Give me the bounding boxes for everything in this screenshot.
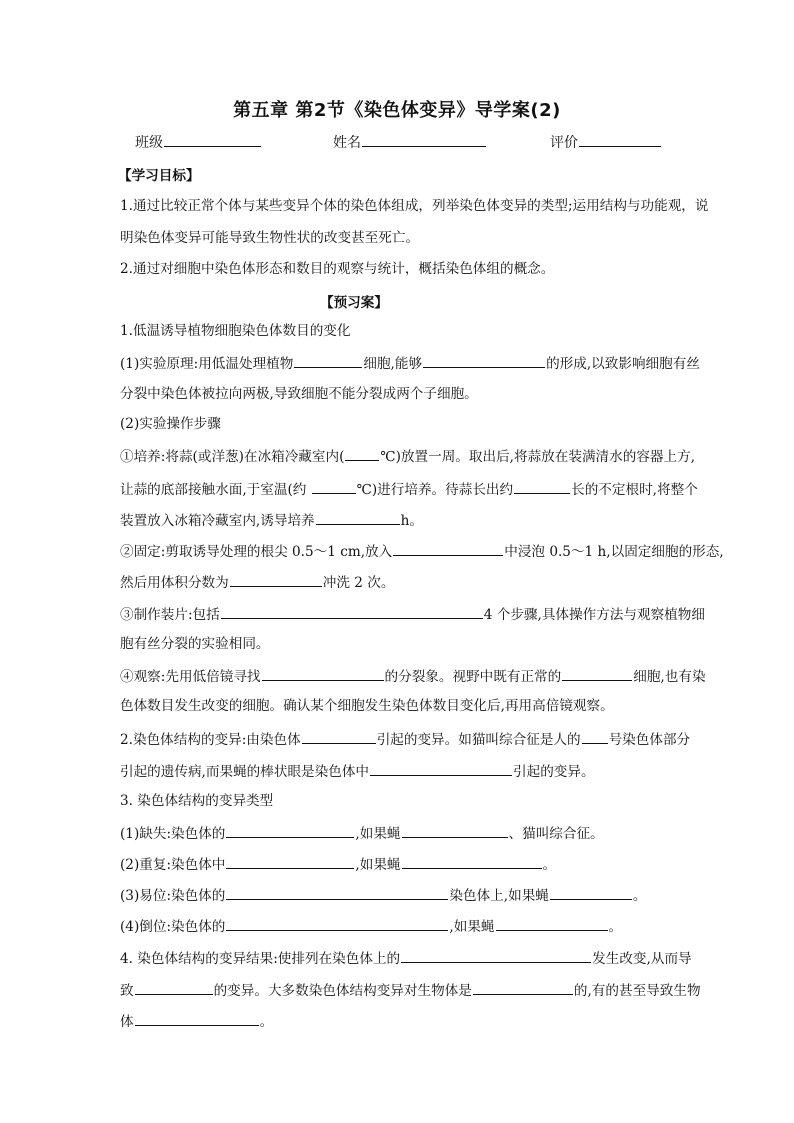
deletion-line: (1)缺失:染色体的 ,如果蝇 、猫叫综合征。 <box>120 822 604 844</box>
fill-blank[interactable] <box>221 603 483 619</box>
fill-blank[interactable] <box>345 445 379 461</box>
slide-line-2: 胞有丝分裂的实验相同。 <box>120 636 270 652</box>
preview-header: 【预习案】 <box>320 295 388 311</box>
fill-blank[interactable] <box>496 915 608 931</box>
goal-line-3: 2.通过对细胞中染色体形态和数目的观察与统计，概括染色体组的概念。 <box>120 261 555 277</box>
fixation-line-1: ②固定:剪取诱导处理的根尖 0.5～1 cm,放入 中浸泡 0.5～1 h,以固定细胞的形态, <box>120 540 724 562</box>
result-line-2: 致 的变异。大多数染色体结构变异对生物体是 的,有的甚至导致生物 <box>120 979 701 1001</box>
fill-blank[interactable] <box>226 884 448 900</box>
result-line-3: 体 。 <box>120 1010 273 1032</box>
culture-line-3: 装置放入冰箱冷藏室内,诱导培养 h。 <box>120 509 423 531</box>
class-field <box>135 131 262 152</box>
class-blank[interactable] <box>164 131 261 147</box>
fill-blank[interactable] <box>550 884 632 900</box>
preview-q1: 1.低温诱导植物细胞染色体数目的变化 <box>120 323 351 339</box>
fill-blank[interactable] <box>294 352 362 368</box>
fill-blank[interactable] <box>423 352 545 368</box>
translocation-line: (3)易位:染色体的 染色体上,如果蝇 。 <box>120 884 646 906</box>
fill-blank[interactable] <box>226 915 448 931</box>
fill-blank[interactable] <box>226 853 354 869</box>
fill-blank[interactable] <box>402 853 542 869</box>
fill-blank[interactable] <box>316 509 400 525</box>
fixation-line-2: 然后用体积分数为 冲洗 2 次。 <box>120 571 394 593</box>
observe-line-1: ④观察:先用低倍镜寻找 的分裂象。视野中既有正常的 细胞,也有染 <box>120 665 706 687</box>
steps-header: (2)实验操作步骤 <box>120 416 221 432</box>
fill-blank[interactable] <box>370 760 512 776</box>
fill-blank[interactable] <box>562 665 632 681</box>
fill-blank[interactable] <box>582 728 608 744</box>
structure-line-2: 引起的遗传病,而果蝇的棒状眼是染色体中 引起的变异。 <box>120 760 595 782</box>
grade-blank[interactable] <box>579 131 661 147</box>
duplication-line: (2)重复:染色体中 ,如果蝇 。 <box>120 853 556 875</box>
fill-blank[interactable] <box>135 979 213 995</box>
fill-blank[interactable] <box>514 478 570 494</box>
class-label: 班级 <box>135 135 163 151</box>
fill-blank[interactable] <box>262 665 384 681</box>
fill-blank[interactable] <box>302 728 376 744</box>
observe-line-2: 色体数目发生改变的细胞。确认某个细胞发生染色体数目变化后,再用高倍镜观察。 <box>120 698 614 714</box>
structure-line-1: 2.染色体结构的变异:由染色体 引起的变异。如猫叫综合征是人的 号染色体部分 <box>120 728 690 750</box>
page-title: 第五章 第2节《染色体变异》导学案(2) <box>233 100 561 121</box>
inversion-line: (4)倒位:染色体的 ,如果蝇 。 <box>120 915 622 937</box>
principle-line-2: 分裂中染色体被拉向两极,导致细胞不能分裂成两个子细胞。 <box>120 386 478 402</box>
fill-blank[interactable] <box>226 822 354 838</box>
name-label: 姓名 <box>333 135 361 151</box>
grade-label: 评价 <box>550 135 578 151</box>
fill-blank[interactable] <box>230 571 322 587</box>
principle-line-1: (1)实验原理:用低温处理植物 细胞,能够 的形成,以致影响细胞有丝 <box>120 352 700 374</box>
fill-blank[interactable] <box>401 947 591 963</box>
culture-line-2: 让蒜的底部接触水面,于室温(约 ℃)进行培养。待蒜长出约 长的不定根时,将整个 <box>120 478 698 500</box>
slide-line-1: ③制作装片:包括 4 个步骤,具体操作方法与观察植物细 <box>120 603 705 625</box>
culture-line-1: ①培养:将蒜(或洋葱)在冰箱冷藏室内( ℃)放置一周。取出后,将蒜放在装满清水的容器上方, <box>120 445 695 467</box>
types-header: 3. 染色体结构的变异类型 <box>120 793 274 809</box>
result-line-1: 4. 染色体结构的变异结果:使排列在染色体上的 发生改变,从而导 <box>120 947 692 969</box>
goal-line-2: 明染色体变异可能导致生物性状的改变甚至死亡。 <box>120 230 420 246</box>
goal-line-1: 1.通过比较正常个体与某些变异个体的染色体组成，列举染色体变异的类型;运用结构与功能观，说 <box>120 198 709 214</box>
fill-blank[interactable] <box>402 822 508 838</box>
grade-field <box>550 131 662 152</box>
fill-blank[interactable] <box>135 1010 259 1026</box>
name-field <box>333 131 487 152</box>
fill-blank[interactable] <box>473 979 573 995</box>
name-blank[interactable] <box>362 131 486 147</box>
fill-blank[interactable] <box>312 478 356 494</box>
goals-header: 【学习目标】 <box>118 168 200 184</box>
fill-blank[interactable] <box>393 540 503 556</box>
